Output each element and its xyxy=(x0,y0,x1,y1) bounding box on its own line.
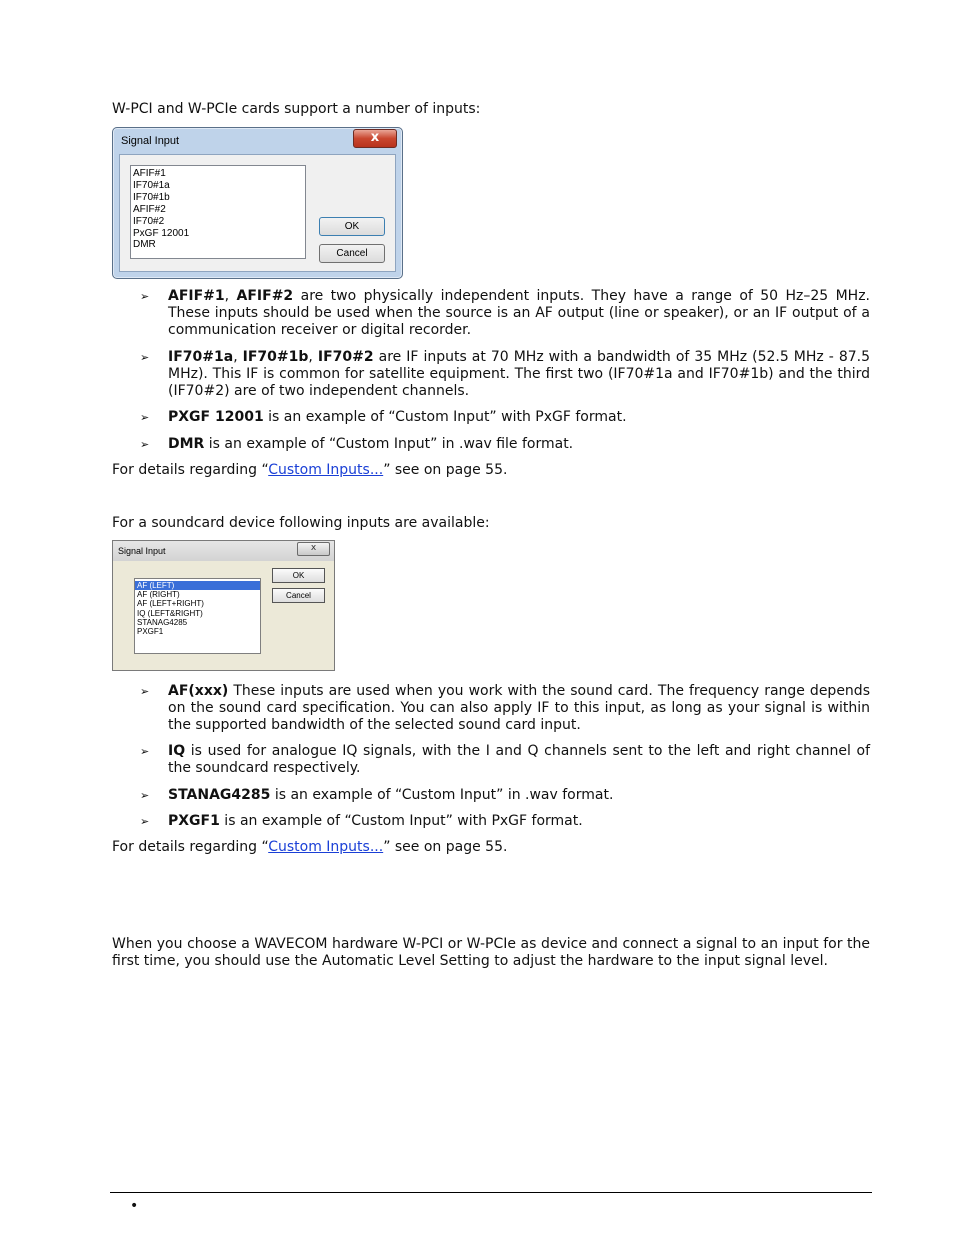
footer-bullet: • xyxy=(130,1198,139,1214)
list-item[interactable]: IF70#2 xyxy=(133,215,165,227)
signal-input-list[interactable] xyxy=(134,578,261,654)
cancel-button[interactable]: Cancel xyxy=(319,244,385,263)
list-item[interactable]: IF70#1b xyxy=(133,191,170,203)
intro-wpci: W-PCI and W-PCIe cards support a number of inputs: xyxy=(112,101,481,117)
bullet-arrow-icon: ➢ xyxy=(140,685,150,698)
dialog-titlebar xyxy=(113,541,334,561)
close-icon: x xyxy=(370,130,380,145)
list-item[interactable]: IQ (LEFT&RIGHT) xyxy=(137,608,203,618)
bullet-arrow-icon: ➢ xyxy=(140,438,150,451)
ok-button[interactable]: OK xyxy=(272,568,325,583)
list-item[interactable]: AFIF#1 xyxy=(133,168,166,179)
signal-input-list[interactable] xyxy=(130,165,306,259)
list-item[interactable]: AF (LEFT+RIGHT) xyxy=(137,599,204,609)
bullet-dmr: ➢ DMR is an example of “Custom Input” in .wav file format. xyxy=(140,436,574,452)
list-item[interactable]: PXGF1 xyxy=(137,627,164,637)
bullet-arrow-icon: ➢ xyxy=(140,789,150,802)
bullet-arrow-icon: ➢ xyxy=(140,411,150,424)
bullet-afxxx: ➢ AF(xxx) These inputs are used when you work with the sound card. The frequency range depends on the sound card specification. You can also apply IF to this input, as long as your signal is within the supported bandwidth of the selected sound card input. xyxy=(140,683,870,733)
close-button[interactable] xyxy=(297,542,330,556)
bullet-arrow-icon: ➢ xyxy=(140,745,150,758)
list-item[interactable]: PxGF 12001 xyxy=(133,227,190,239)
dialog-client-area xyxy=(119,154,396,272)
list-item[interactable]: AFIF#2 xyxy=(133,203,166,215)
list-item[interactable]: STANAG4285 xyxy=(137,617,188,627)
custom-inputs-link[interactable]: Custom Inputs... xyxy=(268,462,384,478)
cancel-button[interactable]: Cancel xyxy=(272,588,325,603)
list-item[interactable]: DMR xyxy=(133,239,156,251)
intro-soundcard: For a soundcard device following inputs are available: xyxy=(112,515,490,531)
list-item[interactable]: AF (RIGHT) xyxy=(137,590,180,600)
custom-inputs-link[interactable]: Custom Inputs... xyxy=(268,839,384,855)
close-button[interactable] xyxy=(353,129,397,148)
list-item-selected[interactable]: AF (LEFT) xyxy=(135,581,260,590)
bullet-iq: ➢ IQ is used for analogue IQ signals, with the I and Q channels sent to the left and right channel of the soundcard respectively. xyxy=(140,743,870,776)
footer-rule xyxy=(110,1192,872,1193)
details-paragraph-2: For details regarding “Custom Inputs...” see on page 55. xyxy=(112,839,508,855)
signal-input-dialog-soundcard xyxy=(112,540,335,671)
dialog-title: Signal Input xyxy=(118,546,166,556)
bullet-arrow-icon: ➢ xyxy=(140,815,150,828)
bullet-stanag4285: ➢ STANAG4285 is an example of “Custom Input” in .wav format. xyxy=(140,787,614,803)
bullet-if70: ➢ IF70#1a, IF70#1b, IF70#2 are IF inputs at 70 MHz with a bandwidth of 35 MHz (52.5 MHz - 87.5 MHz). This IF is common for satellite equipment. The first two (IF70#1a and IF70#1b) and the third (IF70#2) are of two independent channels. xyxy=(140,349,870,399)
bullet-pxgf1: ➢ PXGF1 is an example of “Custom Input” with PxGF format. xyxy=(140,813,583,829)
bullet-pxgf12001: ➢ PXGF 12001 is an example of “Custom Input” with PxGF format. xyxy=(140,409,627,425)
bullet-arrow-icon: ➢ xyxy=(140,351,150,364)
dialog-title: Signal Input xyxy=(121,135,180,147)
ok-button[interactable]: OK xyxy=(319,217,385,236)
signal-input-dialog-wpci xyxy=(112,127,403,279)
level-setting-paragraph: When you choose a WAVECOM hardware W-PCI or W-PCIe as device and connect a signal to an input for the first time, you should use the Automatic Level Setting to adjust the hardware to the input signal level. xyxy=(112,936,870,969)
list-item[interactable]: IF70#1a xyxy=(133,179,170,191)
close-icon: x xyxy=(310,543,317,553)
bullet-arrow-icon: ➢ xyxy=(140,290,150,303)
bullet-afif: ➢ AFIF#1, AFIF#2 are two physically independent inputs. They have a range of 50 Hz–25 MHz. These inputs should be used when the source is an AF output (line or speaker), or an IF output of a communication receiver or digital recorder. xyxy=(140,288,870,338)
details-paragraph-1: For details regarding “Custom Inputs...” see on page 55. xyxy=(112,462,508,478)
